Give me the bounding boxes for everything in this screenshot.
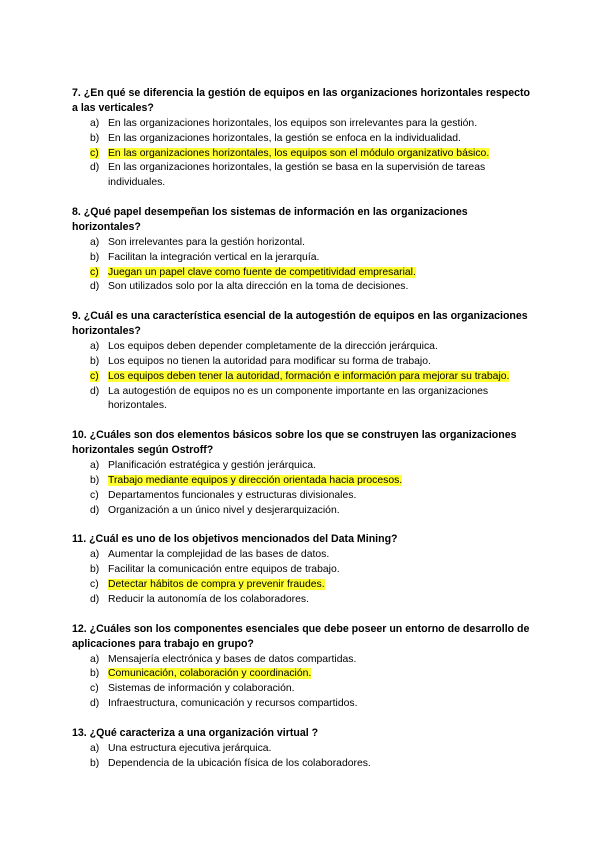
- option-b: [72, 757, 532, 772]
- option-d: [72, 385, 532, 415]
- option-list: [72, 548, 532, 607]
- question-title: 8. ¿Qué papel desempeñan los sistemas de información en las organizaciones horizontales?: [72, 205, 468, 233]
- option-a: [72, 653, 532, 668]
- option-a: [72, 236, 532, 251]
- option-list: [72, 653, 532, 712]
- option-text: Reducir la autonomía de los colaboradores.: [108, 593, 310, 605]
- option-d: [72, 161, 532, 191]
- option-d: [72, 280, 532, 295]
- question-12: [72, 622, 532, 712]
- option-c-correct: [72, 147, 532, 162]
- option-text: Los equipos deben depender completamente de la dirección jerárquica.: [108, 341, 438, 353]
- highlight: Juegan un papel clave como fuente de competitividad empresarial.: [108, 266, 416, 278]
- option-letter: a): [90, 653, 100, 665]
- option-letter: c): [90, 489, 99, 501]
- highlight: c): [90, 266, 99, 278]
- option-letter: b): [90, 668, 100, 680]
- option-letter: b): [90, 251, 100, 263]
- highlight: c): [90, 370, 99, 382]
- option-letter: a): [90, 118, 100, 129]
- option-text: Mensajería electrónica y bases de datos compartidas.: [108, 653, 357, 665]
- option-a: [72, 459, 532, 474]
- option-a: [72, 548, 532, 563]
- option-text: Facilitar la comunicación entre equipos de trabajo.: [108, 564, 340, 576]
- option-text: Una estructura ejecutiva jerárquica.: [108, 742, 272, 754]
- option-text: Infraestructura, comunicación y recursos compartidos.: [108, 697, 358, 709]
- option-letter: [72, 266, 108, 281]
- option-letter: [72, 147, 108, 162]
- highlight: Trabajo mediante equipos y dirección orientada hacia procesos.: [108, 474, 403, 486]
- highlight: c): [90, 147, 99, 159]
- option-c-correct: [72, 266, 532, 281]
- option-d: [72, 593, 532, 608]
- option-text: Dependencia de la ubicación física de los colaboradores.: [108, 757, 371, 769]
- question-title: 11. ¿Cuál es uno de los objetivos mencionados del Data Mining?: [72, 533, 398, 546]
- option-b: [72, 251, 532, 266]
- option-b-correct: [72, 474, 532, 489]
- question-11: [72, 532, 532, 607]
- option-text: En las organizaciones horizontales, la gestión se enfoca en la individualidad.: [108, 132, 461, 144]
- option-text: En las organizaciones horizontales, los equipos son irrelevantes para la gestión.: [108, 118, 478, 129]
- option-letter: a): [90, 549, 100, 561]
- option-letter: b): [90, 564, 100, 576]
- option-c: [72, 682, 532, 697]
- option-letter: a): [90, 460, 100, 472]
- option-letter: b): [90, 355, 100, 367]
- question-title: 13. ¿Qué caracteriza a una organización virtual ?: [72, 726, 319, 739]
- highlight: Los equipos deben tener la autoridad, formación e información para mejorar su trabajo.: [108, 370, 510, 382]
- highlight: Detectar hábitos de compra y prevenir fraudes.: [108, 578, 325, 590]
- option-letter: b): [90, 132, 100, 144]
- highlight: En las organizaciones horizontales, los equipos son el módulo organizativo básico.: [108, 147, 490, 159]
- option-b: [72, 132, 532, 147]
- option-text: Los equipos no tienen la autoridad para modificar su forma de trabajo.: [108, 355, 431, 367]
- question-title: 9. ¿Cuál es una característica esencial de la autogestión de equipos en las organizaciones horizontales?: [72, 310, 528, 338]
- option-letter: b): [90, 757, 100, 769]
- question-title: 10. ¿Cuáles son dos elementos básicos sobre los que se construyen las organizaciones horizontales según Ostroff?: [72, 429, 517, 457]
- option-letter: a): [90, 236, 100, 248]
- option-letter: d): [90, 504, 100, 516]
- option-list: [72, 340, 532, 414]
- option-a: [72, 742, 532, 757]
- option-letter: c): [90, 578, 99, 590]
- option-text: [108, 147, 532, 162]
- option-c-correct: [72, 578, 532, 593]
- option-list: [72, 117, 532, 191]
- highlight: Comunicación, colaboración y coordinación.: [108, 668, 312, 680]
- option-text: Organización a un único nivel y desjerarquización.: [108, 504, 340, 516]
- question-13: [72, 726, 532, 772]
- question-10: [72, 428, 532, 518]
- question-title: 7. ¿En qué se diferencia la gestión de equipos en las organizaciones horizontales respecto a las verticales?: [72, 87, 531, 114]
- question-7: [72, 86, 532, 191]
- option-text: Aumentar la complejidad de las bases de datos.: [108, 549, 330, 561]
- option-letter: a): [90, 742, 100, 754]
- option-text: [108, 667, 532, 682]
- option-d: [72, 697, 532, 712]
- option-d: [72, 504, 532, 519]
- option-letter: d): [90, 593, 100, 605]
- question-8: [72, 205, 532, 295]
- option-text: Facilitan la integración vertical en la jerarquía.: [108, 251, 320, 263]
- option-letter: b): [90, 474, 100, 486]
- option-a: [72, 117, 532, 132]
- option-text: Departamentos funcionales y estructuras divisionales.: [108, 489, 357, 501]
- option-letter: d): [90, 162, 100, 174]
- option-text: [108, 474, 532, 489]
- option-text: Sistemas de información y colaboración.: [108, 683, 295, 695]
- option-letter: [72, 370, 108, 385]
- option-list: [72, 459, 532, 518]
- question-9: [72, 309, 532, 414]
- option-text: [108, 370, 532, 385]
- option-letter: c): [90, 683, 99, 695]
- option-letter: d): [90, 281, 100, 293]
- option-b-correct: [72, 667, 532, 682]
- option-letter: a): [90, 341, 100, 353]
- option-text: Son utilizados solo por la alta dirección en la toma de decisiones.: [108, 281, 409, 293]
- option-list: [72, 236, 532, 295]
- option-letter: d): [90, 697, 100, 709]
- question-title: 12. ¿Cuáles son los componentes esenciales que debe poseer un entorno de desarrollo de aplicaciones para trabajo en grupo?: [72, 622, 530, 650]
- option-text: Son irrelevantes para la gestión horizontal.: [108, 236, 305, 248]
- option-text: Planificación estratégica y gestión jerárquica.: [108, 460, 316, 472]
- option-text: La autogestión de equipos no es un componente importante en las organizaciones horizontales.: [108, 385, 489, 412]
- option-c: [72, 489, 532, 504]
- option-text: [108, 266, 532, 281]
- option-b: [72, 355, 532, 370]
- option-list: [72, 742, 532, 772]
- question-list: [72, 86, 532, 785]
- option-text: [108, 578, 532, 593]
- option-letter: d): [90, 385, 100, 397]
- option-text: En las organizaciones horizontales, la gestión se basa en la supervisión de tareas individuales.: [108, 162, 486, 189]
- option-b: [72, 563, 532, 578]
- option-c-correct: [72, 370, 532, 385]
- option-a: [72, 340, 532, 355]
